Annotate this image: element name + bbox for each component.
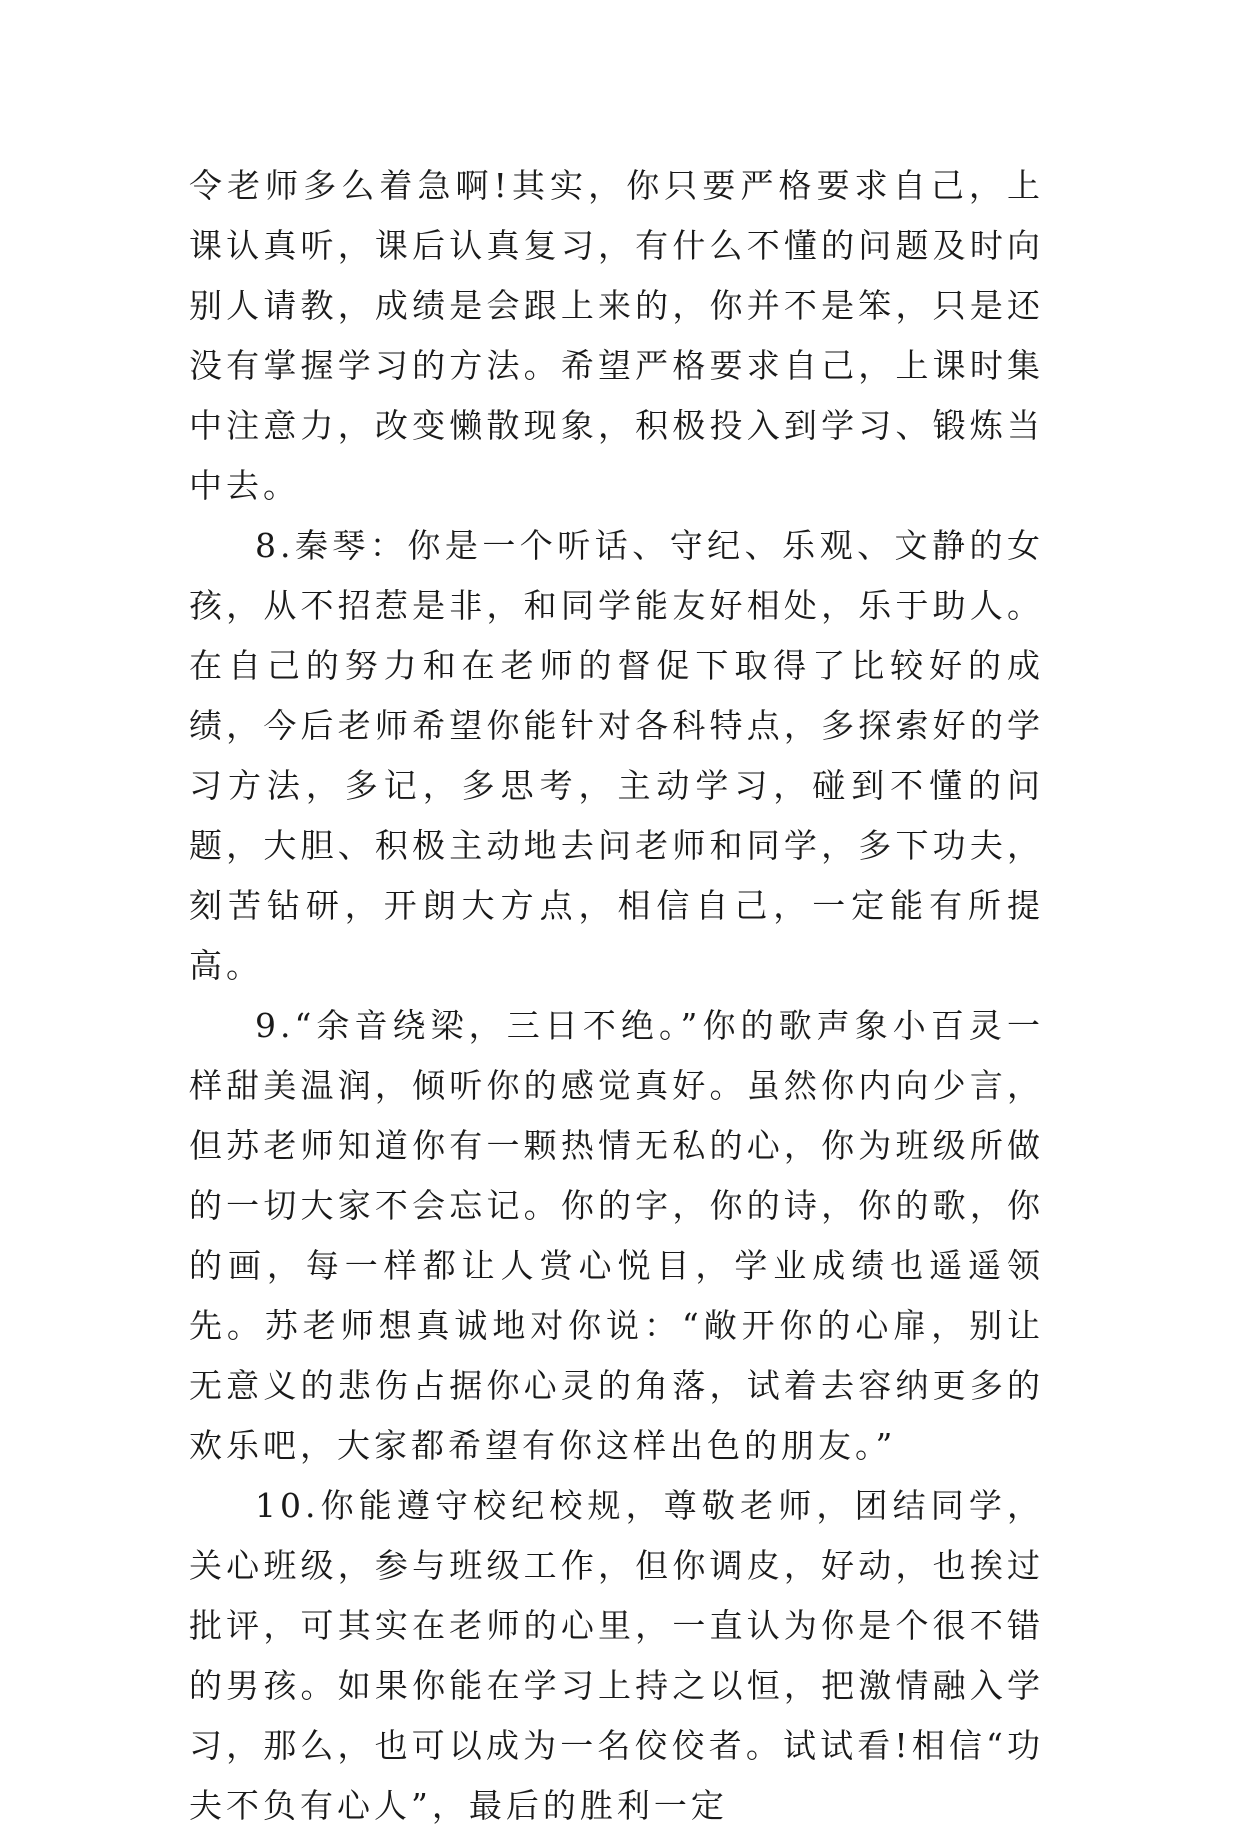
paragraph-item-10: 10.你能遵守校纪校规，尊敬老师，团结同学，关心班级，参与班级工作，但你调皮，好动，也挨过批评，可其实在老师的心里，一直认为你是个很不错的男孩。如果你能在学习上持之以恒，把激情融入学习，那么，也可以成为一名佼佼者。试试看!相信“功夫不负有心人”，最后的胜利一定 [189,1486,1044,1825]
paragraph-item-8: 8.秦琴：你是一个听话、守纪、乐观、文静的女孩，从不招惹是非，和同学能友好相处，乐于助人。在自己的努力和在老师的督促下取得了比较好的成绩，今后老师希望你能针对各科特点，多探索好的学习方法，多记，多思考，主动学习，碰到不懂的问题，大胆、积极主动地去问老师和同学，多下功夫，刻苦钻研，开朗大方点，相信自己，一定能有所提高。 [189,526,1044,985]
paragraph-item-9: 9.“余音绕梁，三日不绝。”你的歌声象小百灵一样甜美温润，倾听你的感觉真好。虽然你内向少言，但苏老师知道你有一颗热情无私的心，你为班级所做的一切大家不会忘记。你的字，你的诗，你的歌，你的画，每一样都让人赏心悦目，学业成绩也遥遥领先。苏老师想真诚地对你说：“敞开你的心扉，别让无意义的悲伤占据你心灵的角落，试着去容纳更多的欢乐吧，大家都希望有你这样出色的朋友。” [189,1006,1044,1465]
paragraph-continuation: 令老师多么着急啊!其实，你只要严格要求自己，上课认真听，课后认真复习，有什么不懂的问题及时向别人请教，成绩是会跟上来的，你并不是笨，只是还没有掌握学习的方法。希望严格要求自己，上课时集中注意力，改变懒散现象，积极投入到学习、锻炼当中去。 [189,166,1044,505]
document-body [189,156,1044,1836]
